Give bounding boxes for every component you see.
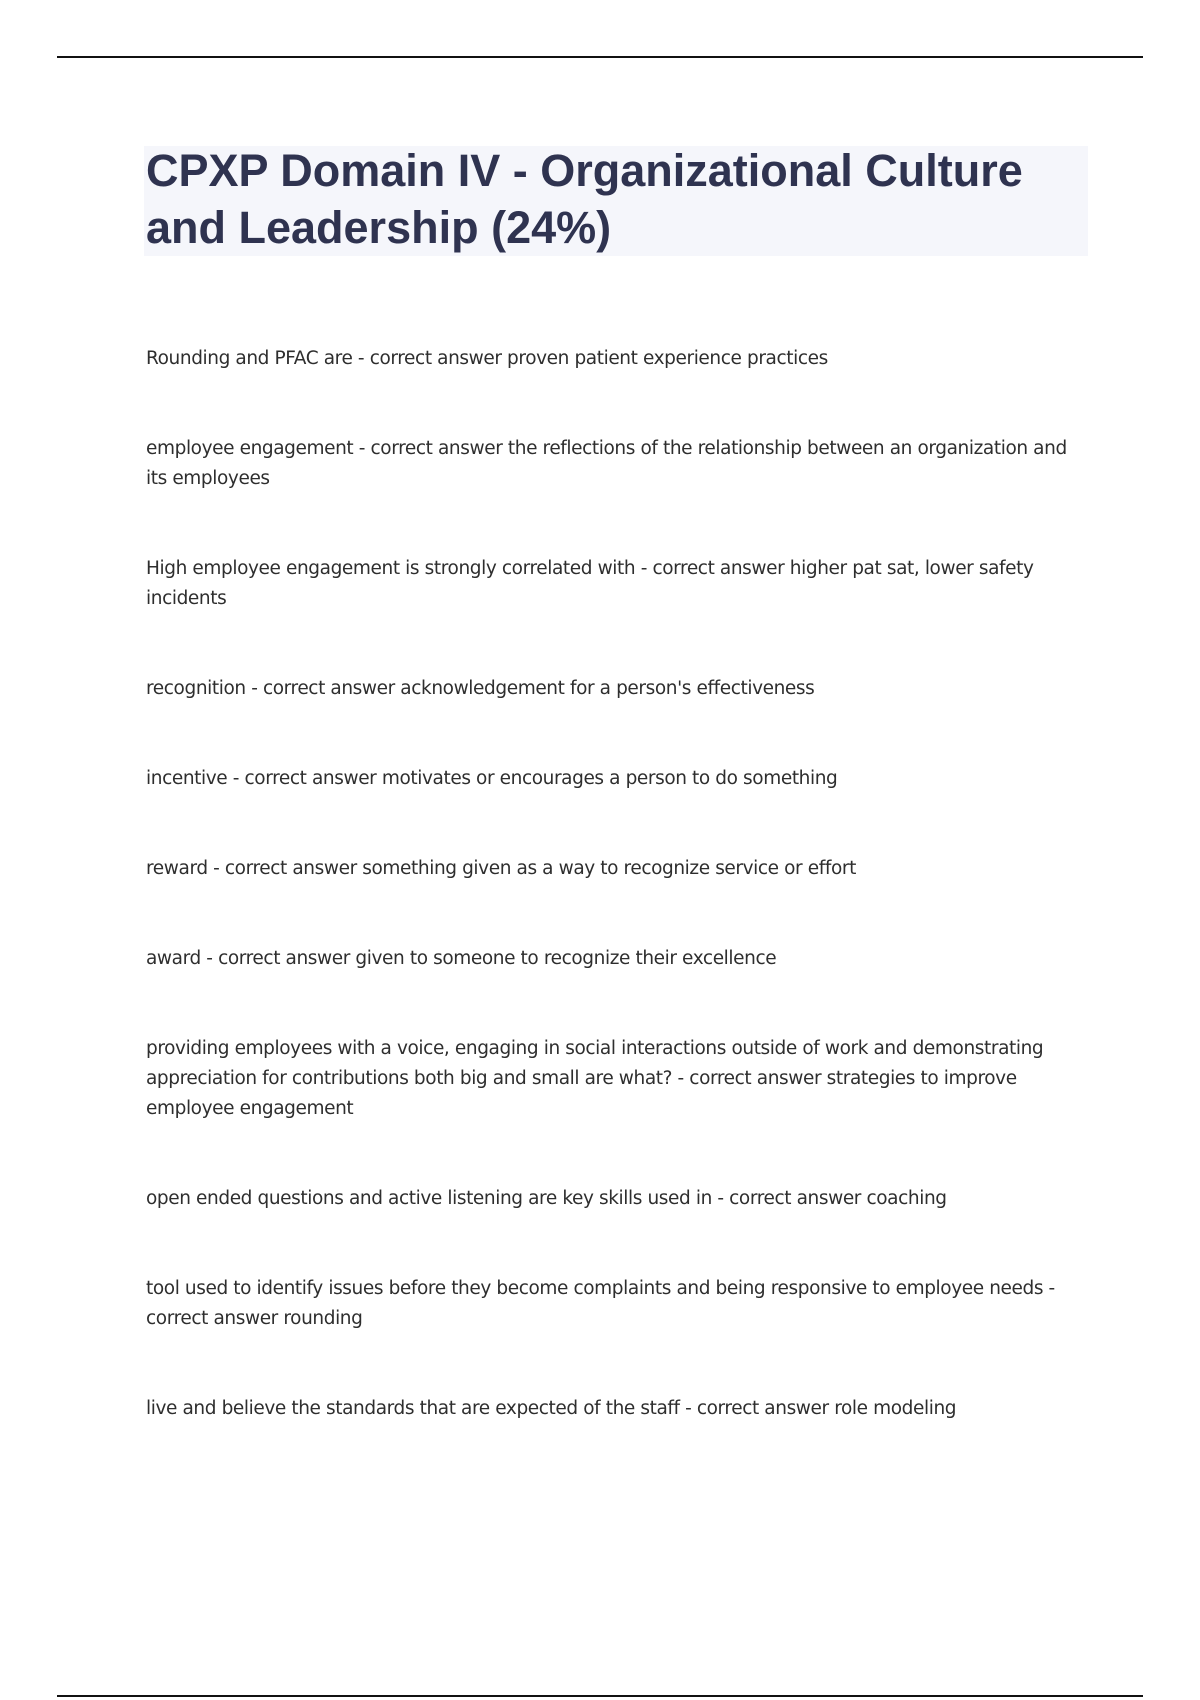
bottom-divider [57,1695,1143,1697]
qa-item: providing employees with a voice, engaging in social interactions outside of work and demonstrating appreciation for contributions both big and small are what? - correct answer strategies to improve employee engagement [146,1038,1044,1119]
top-divider [57,56,1143,58]
qa-item: live and believe the standards that are expected of the staff - correct answer role modeling [146,1398,957,1419]
qa-item: tool used to identify issues before they become complaints and being responsive to employee needs - correct answer rounding [146,1278,1055,1329]
qa-item: incentive - correct answer motivates or encourages a person to do something [146,768,838,789]
qa-item: recognition - correct answer acknowledgement for a person's effectiveness [146,678,815,699]
qa-item: Rounding and PFAC are - correct answer proven patient experience practices [146,348,828,369]
page-title: CPXP Domain IV - Organizational Culture and Leadership (24%) [146,145,1023,253]
qa-item: High employee engagement is strongly correlated with - correct answer higher pat sat, lower safety incidents [146,558,1034,609]
qa-item: employee engagement - correct answer the reflections of the relationship between an organization and its employees [146,438,1067,489]
qa-item: open ended questions and active listening are key skills used in - correct answer coaching [146,1188,947,1209]
qa-item: award - correct answer given to someone to recognize their excellence [146,948,777,969]
qa-item: reward - correct answer something given as a way to recognize service or effort [146,858,856,879]
qa-list [146,344,1091,1484]
